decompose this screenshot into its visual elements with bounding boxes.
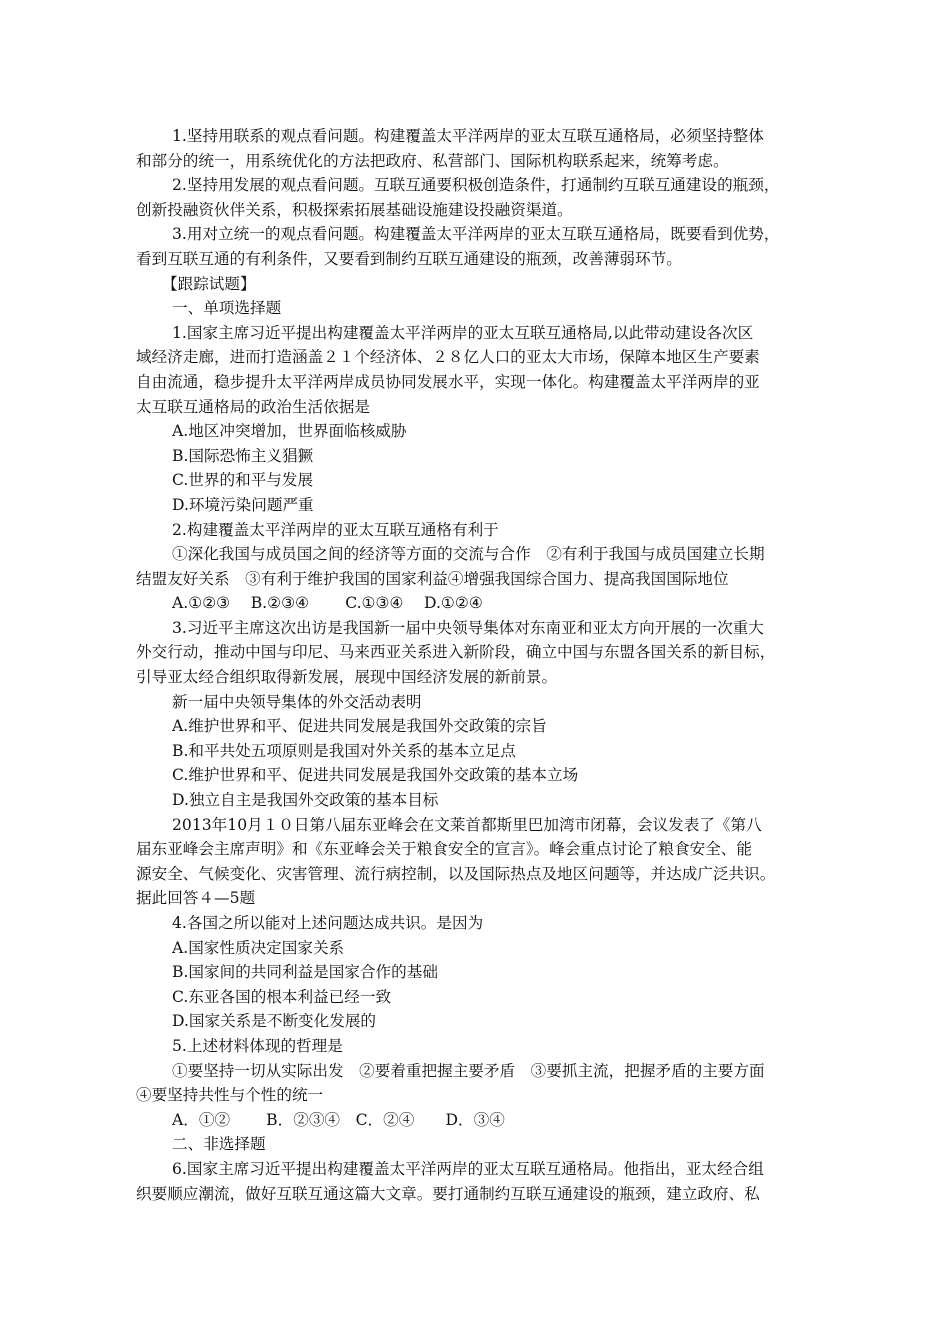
text-line: 太互联互通格局的政治生活依据是 bbox=[136, 397, 370, 416]
text-line: 和部分的统一，用系统优化的方法把政府、私营部门、国际机构联系起来，统筹考虑。 bbox=[136, 151, 729, 170]
text-line: B.国家间的共同利益是国家合作的基础 bbox=[172, 963, 438, 982]
text-line: 一、单项选择题 bbox=[172, 299, 282, 318]
text-line: B.和平共处五项原则是我国对外关系的基本立足点 bbox=[172, 741, 516, 760]
text-line: C.世界的和平与发展 bbox=[172, 471, 314, 490]
text-line: ④要坚持共性与个性的统一 bbox=[136, 1086, 324, 1105]
text-line: 3.习近平主席这次出访是我国新一届中央领导集体对东南亚和亚太方向开展的一次重大 bbox=[172, 618, 764, 637]
text-line: 自由流通，稳步提升太平洋两岸成员协同发展水平，实现一体化。构建覆盖太平洋两岸的亚 bbox=[136, 372, 760, 391]
text-line: 2013年10月１０日第八届东亚峰会在文莱首都斯里巴加湾市闭幕，会议发表了《第八 bbox=[172, 815, 762, 834]
text-line: 1.国家主席习近平提出构建覆盖太平洋两岸的亚太互联互通格局,以此带动建设各次区 bbox=[172, 323, 754, 342]
text-line: 据此回答４—5题 bbox=[136, 889, 256, 908]
text-line: C.维护世界和平、促进共同发展是我国外交政策的基本立场 bbox=[172, 766, 579, 785]
text-line: 看到互联互通的有利条件，又要看到制约互联互通建设的瓶颈，改善薄弱环节。 bbox=[136, 249, 682, 268]
text-line: 3.用对立统一的观点看问题。构建覆盖太平洋两岸的亚太互联互通格局，既要看到优势， bbox=[172, 225, 780, 244]
text-line: 2.构建覆盖太平洋两岸的亚太互联互通格有利于 bbox=[172, 520, 499, 539]
text-line: 织要顺应潮流，做好互联互通这篇大文章。要打通制约互联互通建设的瓶颈，建立政府、私 bbox=[136, 1184, 760, 1203]
text-line: 结盟友好关系 ③有利于维护我国的国家利益④增强我国综合国力、提高我国国际地位 bbox=[136, 569, 729, 588]
text-line: 新一届中央领导集体的外交活动表明 bbox=[172, 692, 422, 711]
text-line: 引导亚太经合组织取得新发展，展现中国经济发展的新前景。 bbox=[136, 668, 558, 687]
text-line: 5.上述材料体现的哲理是 bbox=[172, 1036, 343, 1055]
text-line: A.①②③ B.②③④ C.①③④ D.①②④ bbox=[172, 594, 483, 613]
text-line: ①要坚持一切从实际出发 ②要着重把握主要矛盾 ③要抓主流，把握矛盾的主要方面 bbox=[172, 1061, 765, 1080]
text-line: 域经济走廊，进而打造涵盖２１个经济体、２８亿人口的亚太大市场，保障本地区生产要素 bbox=[136, 348, 760, 367]
text-line: 创新投融资伙伴关系，积极探索拓展基础设施建设投融资渠道。 bbox=[136, 200, 573, 219]
text-line: ①深化我国与成员国之间的经济等方面的交流与合作 ②有利于我国与成员国建立长期 bbox=[172, 545, 765, 564]
text-line: A.维护世界和平、促进共同发展是我国外交政策的宗旨 bbox=[172, 717, 547, 736]
text-line: D.国家关系是不断变化发展的 bbox=[172, 1012, 377, 1031]
text-line: D.独立自主是我国外交政策的基本目标 bbox=[172, 791, 439, 810]
text-line: D.环境污染问题严重 bbox=[172, 495, 314, 514]
text-line: 4.各国之所以能对上述问题达成共识。是因为 bbox=[172, 914, 484, 932]
text-line: C.东亚各国的根本利益已经一致 bbox=[172, 987, 392, 1006]
text-line: 1.坚持用联系的观点看问题。构建覆盖太平洋两岸的亚太互联互通格局，必须坚持整体 bbox=[172, 127, 764, 145]
text-line: B.国际恐怖主义猖獗 bbox=[172, 446, 314, 465]
text-line: 二、非选择题 bbox=[172, 1135, 266, 1154]
text-line: 2.坚持用发展的观点看问题。互联互通要积极创造条件，打通制约互联互通建设的瓶颈， bbox=[172, 176, 780, 195]
text-line: 6.国家主席习近平提出构建覆盖太平洋两岸的亚太互联互通格局。他指出，亚太经合组 bbox=[172, 1159, 764, 1178]
text-line: 届东亚峰会主席声明》和《东亚峰会关于粮食安全的宣言》。峰会重点讨论了粮食安全、能 bbox=[136, 840, 752, 859]
text-line: A.国家性质决定国家关系 bbox=[172, 938, 345, 957]
text-line: A．①② B．②③④ C．②④ D．③④ bbox=[172, 1110, 505, 1129]
text-line: A.地区冲突增加，世界面临核威胁 bbox=[172, 422, 407, 441]
text-line: 外交行动，推动中国与印尼、马来西亚关系进入新阶段，确立中国与东盟各国关系的新目标， bbox=[136, 643, 776, 662]
text-line: 【跟踪试题】 bbox=[162, 274, 256, 293]
document-page bbox=[0, 124, 950, 1206]
text-line: 源安全、气候变化、灾害管理、流行病控制，以及国际热点及地区问题等，并达成广泛共识。 bbox=[136, 864, 776, 883]
